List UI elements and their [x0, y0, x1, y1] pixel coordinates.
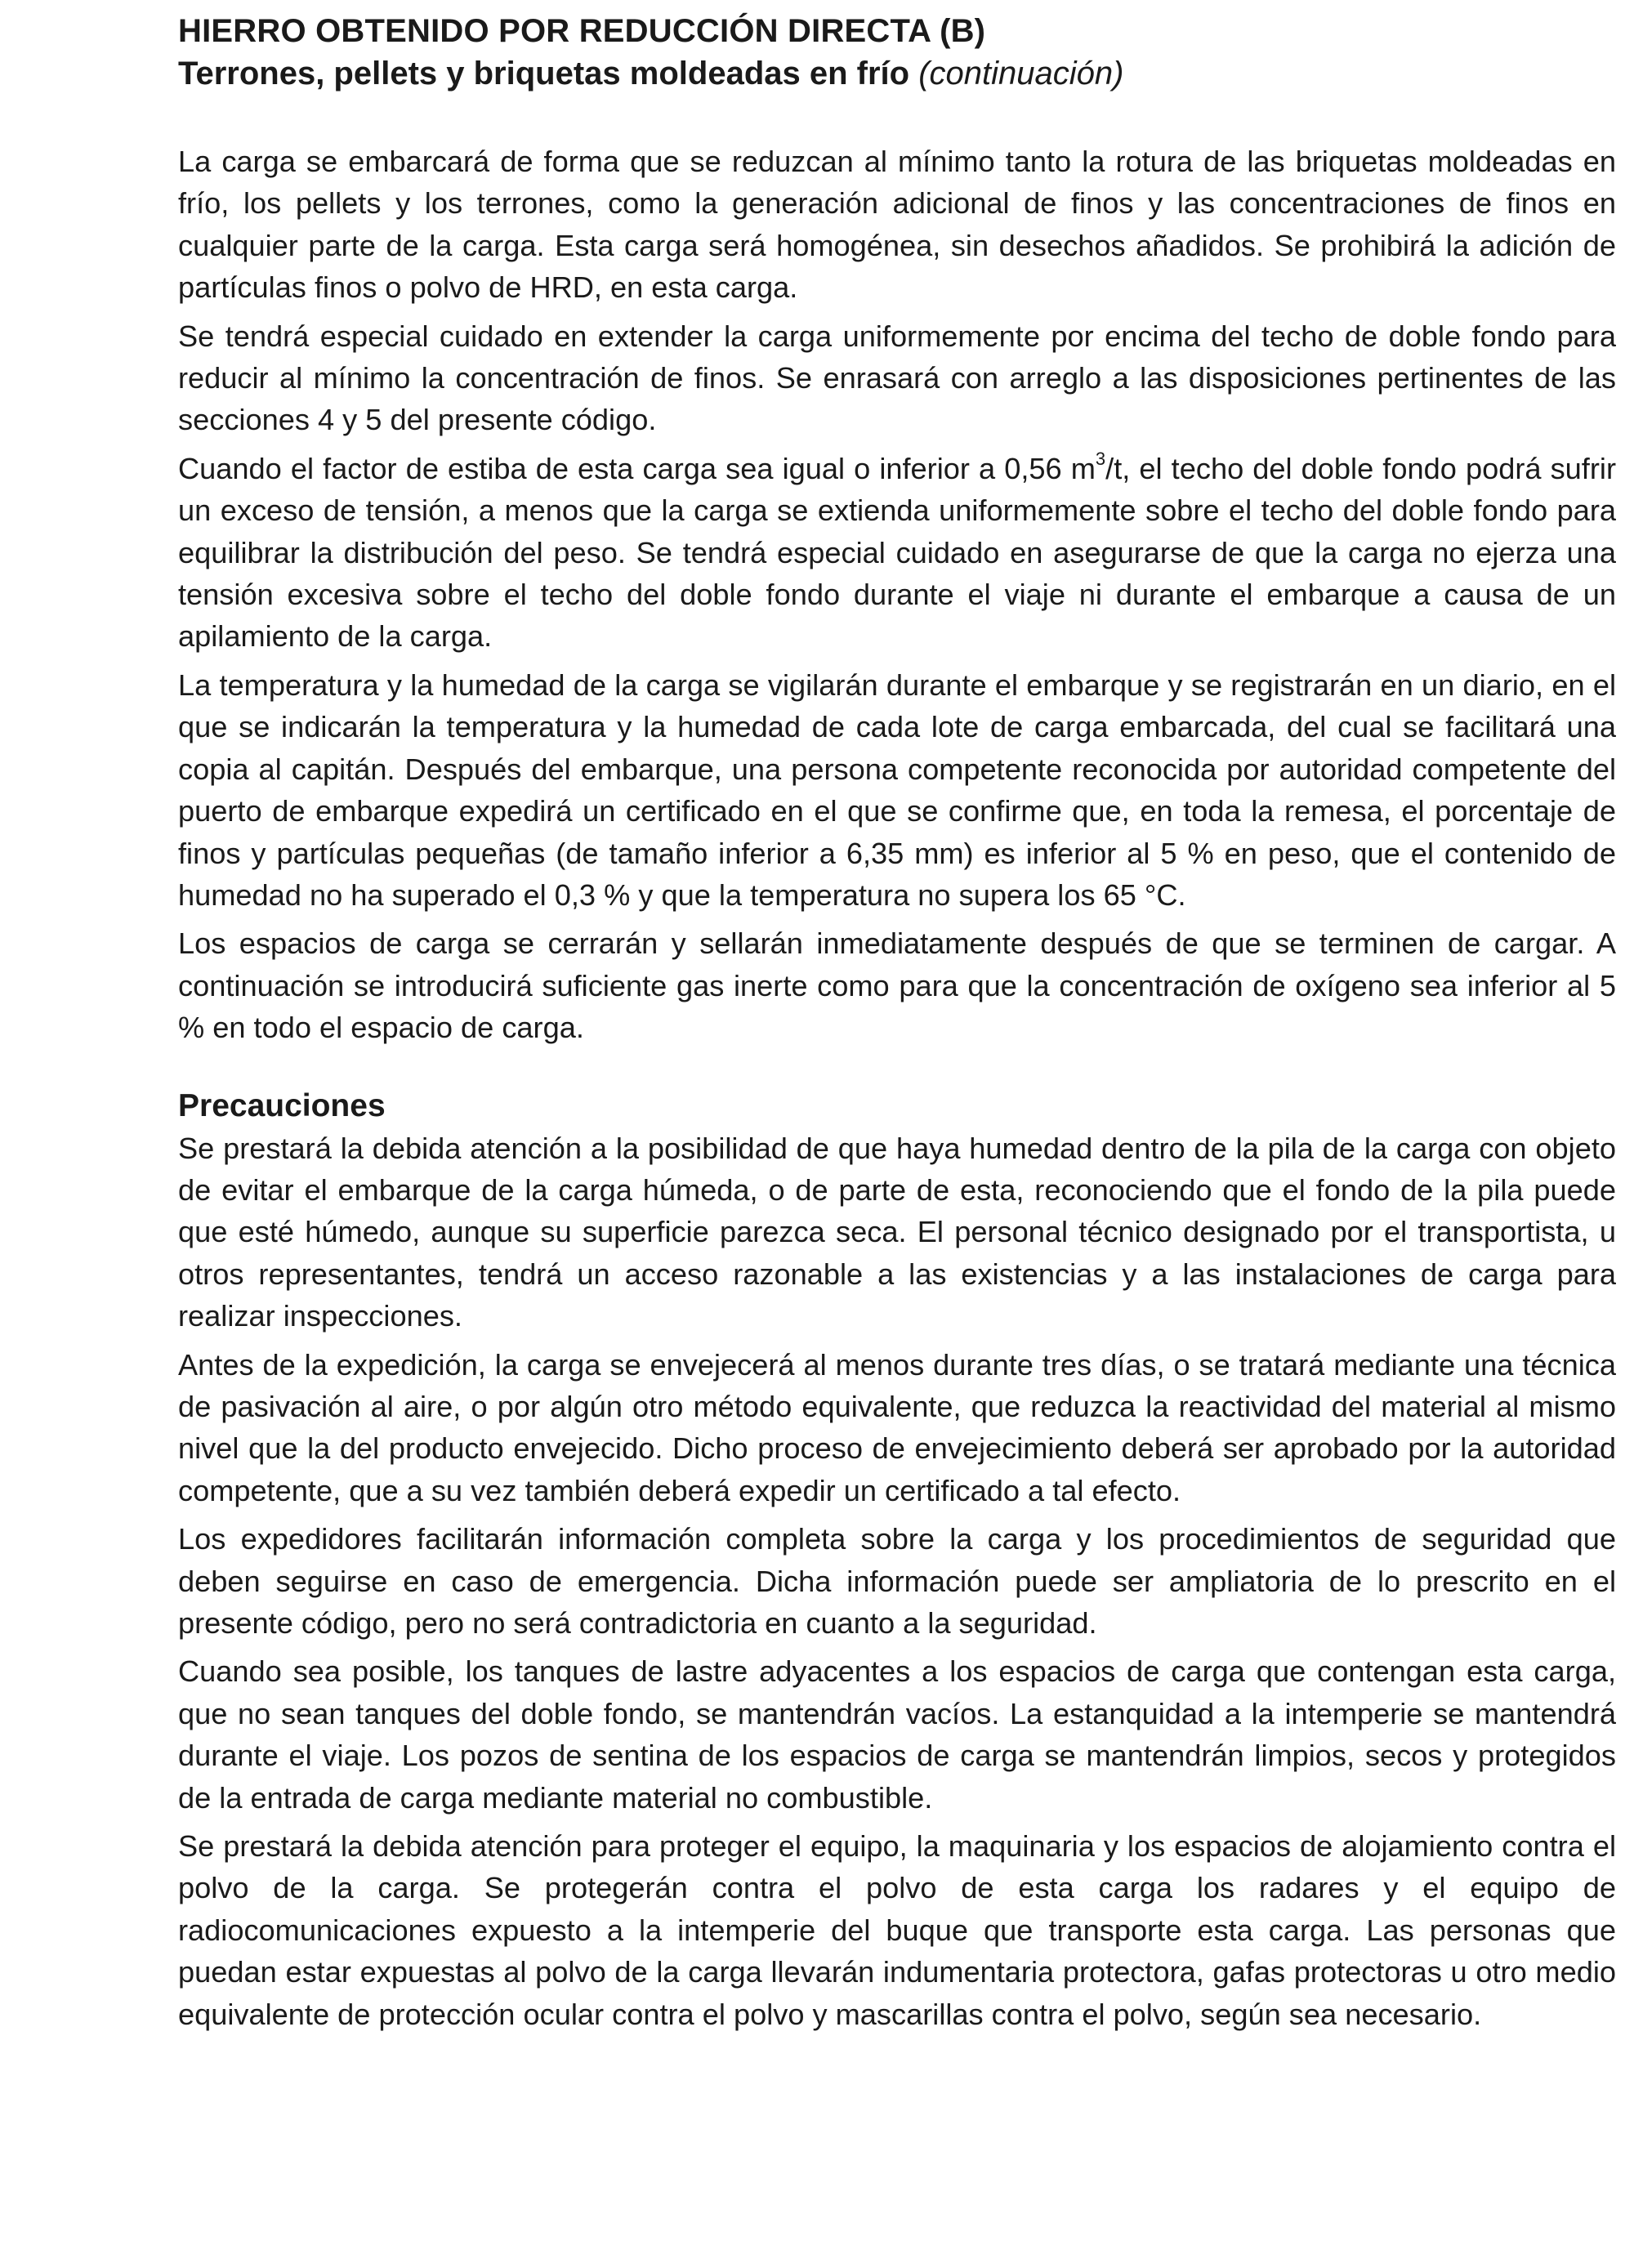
section-heading: Precauciones	[178, 1087, 386, 1123]
paragraph: Cuando sea posible, los tanques de lastre adyacentes a los espacios de carga que contengan esta carga, que no sean tanques del doble fondo, se mantendrán vacíos. La estanquidad a la intemperie se mantendrá durante el viaje. Los pozos de sentina de los espacios de carga se mantendrán limpios, secos y protegidos de la entrada de carga mediante material no combustible.	[178, 1654, 1616, 1815]
subtitle-main: Terrones, pellets y briquetas moldeadas en frío	[178, 56, 910, 92]
body-section	[178, 141, 1616, 1049]
precautions-section	[178, 1127, 1616, 2036]
superscript: 3	[1095, 448, 1106, 469]
paragraph: La temperatura y la humedad de la carga se vigilarán durante el embarque y se registrarán en un diario, en el que se indicarán la temperatura y la humedad de cada lote de carga embarcada, del cual se facilitará una copia al capitán. Después del embarque, una persona competente reconocida por autoridad competente del puerto de embarque expedirá un certificado en el que se confirme que, en toda la remesa, el porcentaje de finos y partículas pequeñas (de tamaño inferior a 6,35 mm) es inferior al 5 % en peso, que el contenido de humedad no ha superado el 0,3 % y que la temperatura no supera los 65 °C.	[178, 667, 1616, 912]
paragraph: Los expedidores facilitarán información completa sobre la carga y los procedimientos de seguridad que deben seguirse en caso de emergencia. Dicha información puede ser ampliatoria de lo prescrito en el presente código, pero no será contradictoria en cuanto a la seguridad.	[178, 1522, 1616, 1640]
paragraph-text: /t, el techo del doble fondo podrá sufrir un exceso de tensión, a menos que la carga se extienda uniformemente sobre el techo del doble fondo para equilibrar la distribución del peso. Se tendrá especial cuidado en asegurarse de que la carga no ejerza una tensión excesiva sobre el techo del doble fondo durante el viaje ni durante el embarque a causa de un apilamiento de la carga.	[178, 451, 1617, 654]
paragraph: Se prestará la debida atención para proteger el equipo, la maquinaria y los espacios de alojamiento contra el polvo de la carga. Se protegerán contra el polvo de esta carga los radares y el equipo de radiocomunicaciones expuesto a la intemperie del buque que transporte esta carga. Las personas que puedan estar expuestas al polvo de la carga llevarán indumentaria protectora, gafas protectoras u otro medio equivalente de protección ocular contra el polvo y mascarillas contra el polvo, según sea necesario.	[178, 1829, 1616, 2031]
subtitle-continuation: (continuación)	[918, 56, 1124, 92]
page-title: HIERRO OBTENIDO POR REDUCCIÓN DIRECTA (B)	[178, 13, 986, 49]
paragraph: Se prestará la debida atención a la posibilidad de que haya humedad dentro de la pila de la carga con objeto de evitar el embarque de la carga húmeda, o de parte de esta, reconociendo que el fondo de la pila puede que esté húmedo, aunque su superficie parezca seca. El personal técnico designado por el transportista, u otros representantes, tendrá un acceso razonable a las existencias y a las instalaciones de carga para realizar inspecciones.	[178, 1131, 1616, 1333]
paragraph: La carga se embarcará de forma que se reduzcan al mínimo tanto la rotura de las briquetas moldeadas en frío, los pellets y los terrones, como la generación adicional de finos y las concentraciones de finos en cualquier parte de la carga. Esta carga será homogénea, sin desechos añadidos. Se prohibirá la adición de partículas finos o polvo de HRD, en esta carga.	[178, 145, 1616, 305]
document-page	[178, 0, 1616, 2042]
paragraph	[178, 448, 1616, 658]
page-subtitle	[178, 52, 1616, 95]
paragraph: Los espacios de carga se cerrarán y sellarán inmediatamente después de que se terminen de cargar. A continuación se introducirá suficiente gas inerte como para que la concentración de oxígeno sea inferior al 5 % en todo el espacio de carga.	[178, 926, 1616, 1045]
paragraph: Se tendrá especial cuidado en extender la carga uniformemente por encima del techo de doble fondo para reducir al mínimo la concentración de finos. Se enrasará con arreglo a las disposiciones pertinentes de las secciones 4 y 5 del presente código.	[178, 319, 1616, 437]
paragraph-text: Cuando el factor de estiba de esta carga sea igual o inferior a 0,56 m	[178, 451, 1096, 485]
paragraph: Antes de la expedición, la carga se envejecerá al menos durante tres días, o se tratará mediante una técnica de pasivación al aire, o por algún otro método equivalente, que reduzca la reactividad del material al mismo nivel que la del producto envejecido. Dicho proceso de envejecimiento deberá ser aprobado por la autoridad competente, que a su vez también deberá expedir un certificado a tal efecto.	[178, 1347, 1616, 1507]
